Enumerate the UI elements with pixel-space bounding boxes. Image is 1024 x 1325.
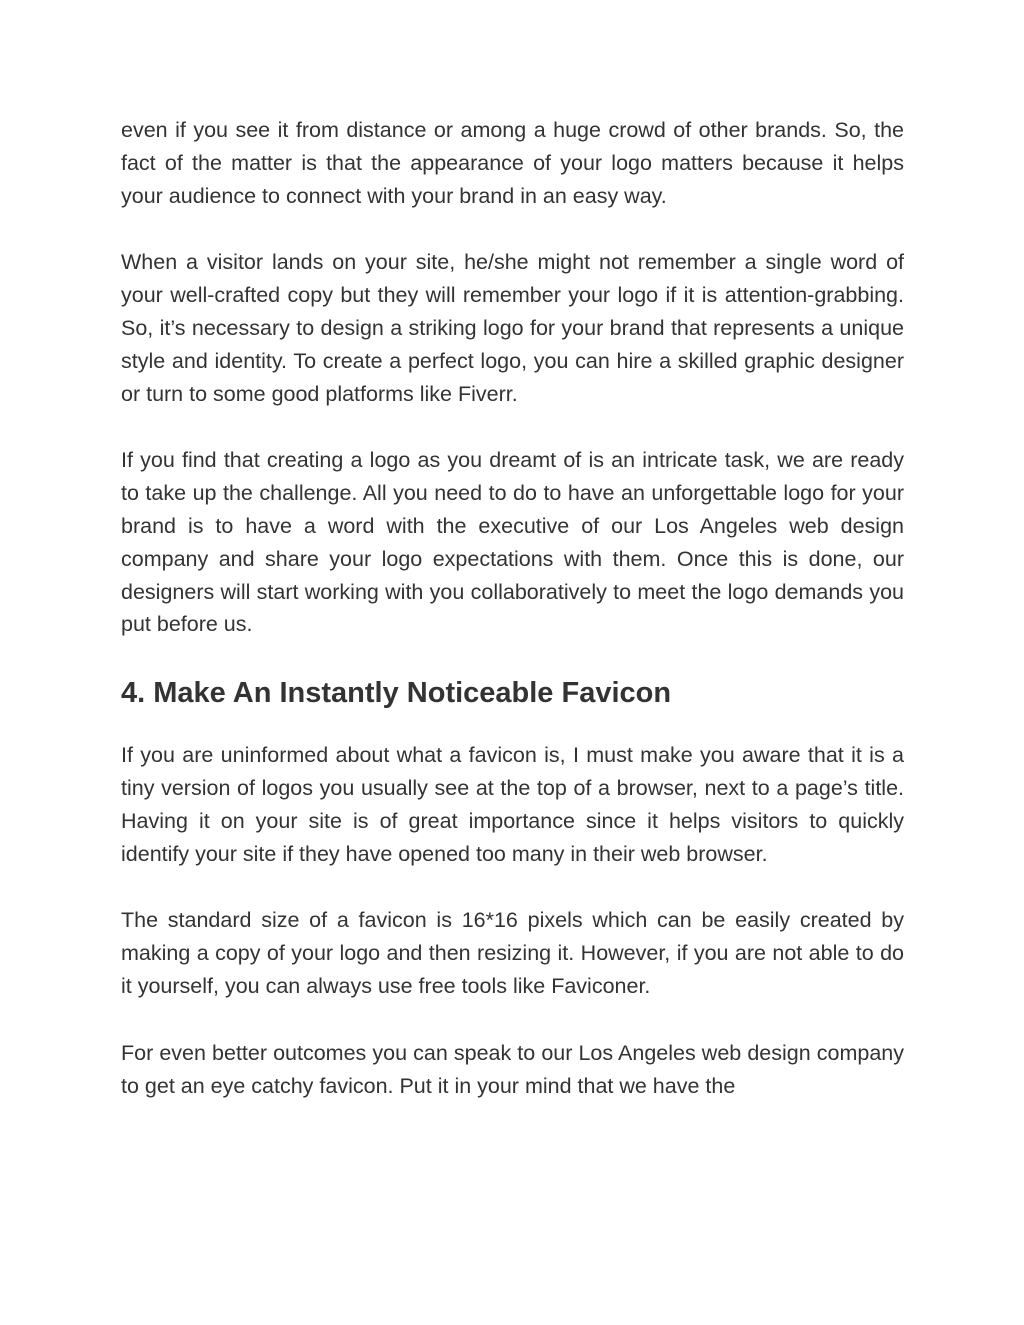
paragraph-favicon-outcomes: For even better outcomes you can speak to our Los Angeles web design company to get an eye catchy favicon. Put it in your mind that we have the <box>121 1040 904 1098</box>
document-page <box>121 114 904 1136</box>
paragraph-favicon-definition: If you are uninformed about what a favicon is, I must make you aware that it is a tiny version of logos you usually see at the top of a browser, next to a page’s title. Having it on your site is of great importance since it helps visitors to quickly identify your site if they have opened too many in their web browser. <box>121 743 904 866</box>
section-heading-favicon: 4. Make An Instantly Noticeable Favicon <box>121 677 672 710</box>
paragraph-logo-recognition: even if you see it from distance or among a huge crowd of other brands. So, the fact of the matter is that the appearance of your logo matters because it helps your audience to connect with your brand in an easy way. <box>121 118 904 208</box>
paragraph-logo-challenge: If you find that creating a logo as you dreamt of is an intricate task, we are ready to take up the challenge. All you need to do to have an unforgettable logo for your brand is to have a word with the executive of our Los Angeles web design company and share your logo expectations with them. Once this is done, our designers will start working with you collaboratively to meet the logo demands you put before us. <box>121 448 904 637</box>
paragraph-logo-attention: When a visitor lands on your site, he/she might not remember a single word of your well-crafted copy but they will remember your logo if it is attention-grabbing. So, it’s necessary to design a striking logo for your brand that represents a unique style and identity. To create a perfect logo, you can hire a skilled graphic designer or turn to some good platforms like Fiverr. <box>121 250 904 406</box>
paragraph-favicon-size: The standard size of a favicon is 16*16 pixels which can be easily created by making a copy of your logo and then resizing it. However, if you are not able to do it yourself, you can always use free tools like Faviconer. <box>121 908 904 998</box>
